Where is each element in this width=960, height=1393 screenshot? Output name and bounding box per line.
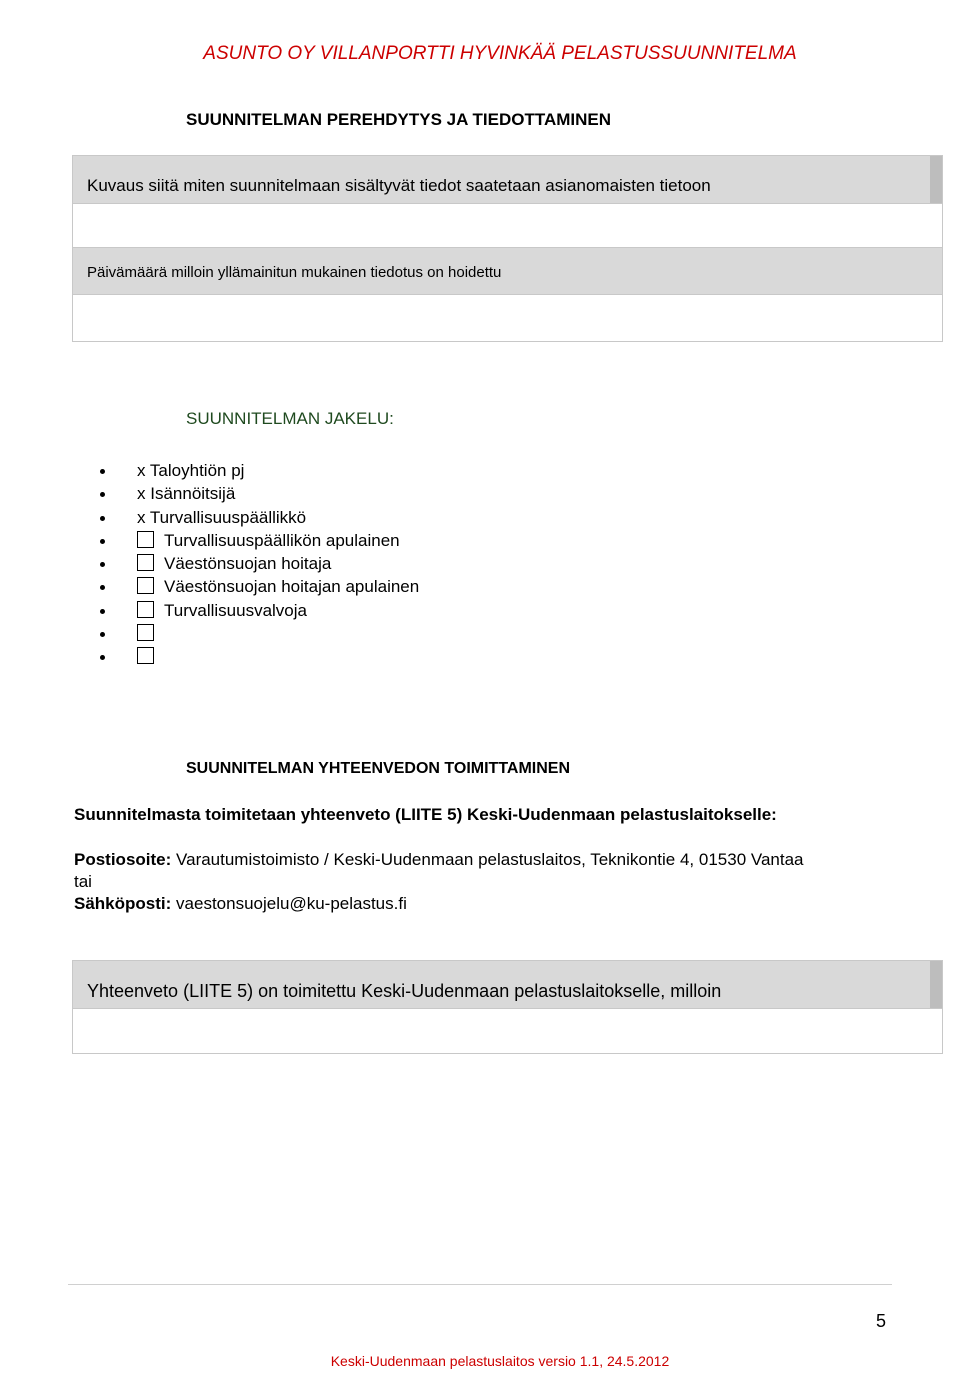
yhteenveto-form — [72, 960, 943, 1054]
distribution-item — [100, 506, 600, 529]
distribution-item — [100, 622, 600, 645]
distribution-item-label: Väestönsuojan hoitaja — [164, 554, 332, 574]
distribution-item-content — [137, 599, 307, 622]
field1-label-edge — [930, 156, 942, 203]
yhteenveto-heading: SUUNNITELMAN YHTEENVEDON TOIMITTAMINEN — [186, 760, 571, 777]
checkbox[interactable] — [137, 531, 154, 548]
distribution-item-content — [137, 459, 244, 482]
yhteenveto-field-label: Yhteenveto (LIITE 5) on toimitettu Keski-Uudenmaan pelastuslaitokselle, milloin — [87, 981, 722, 1001]
distribution-item-label: Isännöitsijä — [150, 484, 236, 504]
distribution-item-content — [137, 529, 400, 552]
bullet-icon — [100, 469, 105, 474]
field1-input[interactable] — [73, 203, 942, 247]
bullet-icon — [100, 585, 105, 590]
jakelu-heading: SUUNNITELMAN JAKELU: — [186, 409, 394, 428]
field2-label: Päivämäärä milloin yllämainitun mukainen tiedotus on hoidettu — [87, 264, 502, 281]
checkbox[interactable] — [137, 554, 154, 571]
page-number: 5 — [876, 1311, 887, 1331]
distribution-item-content — [137, 622, 164, 645]
checkbox[interactable] — [137, 601, 154, 618]
bullet-icon — [100, 632, 105, 637]
or-text: tai — [74, 872, 92, 891]
bullet-icon — [100, 516, 105, 521]
bullet-icon — [100, 562, 105, 567]
yhteenveto-field-input[interactable] — [73, 1008, 942, 1053]
field2-input[interactable] — [73, 294, 942, 341]
distribution-item-content — [137, 575, 419, 598]
distribution-item — [100, 482, 600, 505]
bullet-icon — [100, 655, 105, 660]
bullet-icon — [100, 492, 105, 497]
distribution-list — [100, 459, 600, 669]
perehdytys-form — [72, 155, 943, 342]
postal-value: Varautumistoimisto / Keski-Uudenmaan pelastuslaitos, Teknikontie 4, 01530 Vantaa — [176, 850, 804, 869]
distribution-item-label: Turvallisuuspäällikkö — [149, 507, 307, 527]
yhteenveto-label-row — [73, 961, 942, 1008]
distribution-item — [100, 552, 600, 575]
distribution-item-label: Turvallisuusvalvoja — [164, 600, 307, 620]
distribution-item — [100, 459, 600, 482]
footer-divider — [68, 1284, 892, 1285]
checkbox[interactable] — [137, 577, 154, 594]
checked-mark: x — [137, 507, 146, 527]
document-header-title: ASUNTO OY VILLANPORTTI HYVINKÄÄ PELASTUSSUUNNITELMA — [203, 43, 797, 64]
distribution-item-label: Turvallisuuspäällikön apulainen — [164, 530, 400, 550]
distribution-item-content — [137, 482, 235, 505]
field1-label: Kuvaus siitä miten suunnitelmaan sisältyvät tiedot saatetaan asianomaisten tietoon — [87, 176, 711, 195]
bullet-icon — [100, 539, 105, 544]
bullet-icon — [100, 609, 105, 614]
yhteenveto-intro: Suunnitelmasta toimitetaan yhteenveto (LIITE 5) Keski-Uudenmaan pelastuslaitokselle: — [74, 805, 777, 824]
distribution-item — [100, 599, 600, 622]
distribution-item — [100, 575, 600, 598]
footer-text: Keski-Uudenmaan pelastuslaitos versio 1.1, 24.5.2012 — [330, 1353, 670, 1369]
distribution-item-content — [137, 645, 164, 668]
distribution-item-content — [137, 552, 331, 575]
checked-mark: x — [137, 461, 146, 480]
distribution-item — [100, 645, 600, 668]
checked-mark: x — [137, 484, 146, 504]
checkbox[interactable] — [137, 647, 154, 664]
perehdytys-heading: SUUNNITELMAN PEREHDYTYS JA TIEDOTTAMINEN — [186, 110, 612, 129]
distribution-item — [100, 529, 600, 552]
checkbox[interactable] — [137, 624, 154, 641]
yhteenveto-label-edge — [930, 961, 942, 1008]
field1-label-row — [73, 156, 942, 203]
postal-address-line — [74, 850, 804, 870]
distribution-item-label: Väestönsuojan hoitajan apulainen — [164, 577, 420, 597]
email-line — [74, 894, 407, 914]
email-label: Sähköposti: — [74, 894, 172, 913]
distribution-item-label: Taloyhtiön pj — [149, 461, 245, 480]
field2-label-row — [73, 247, 942, 295]
email-value: vaestonsuojelu@ku-pelastus.fi — [176, 894, 407, 913]
distribution-item-content — [137, 506, 306, 529]
postal-label: Postiosoite: — [74, 850, 172, 869]
